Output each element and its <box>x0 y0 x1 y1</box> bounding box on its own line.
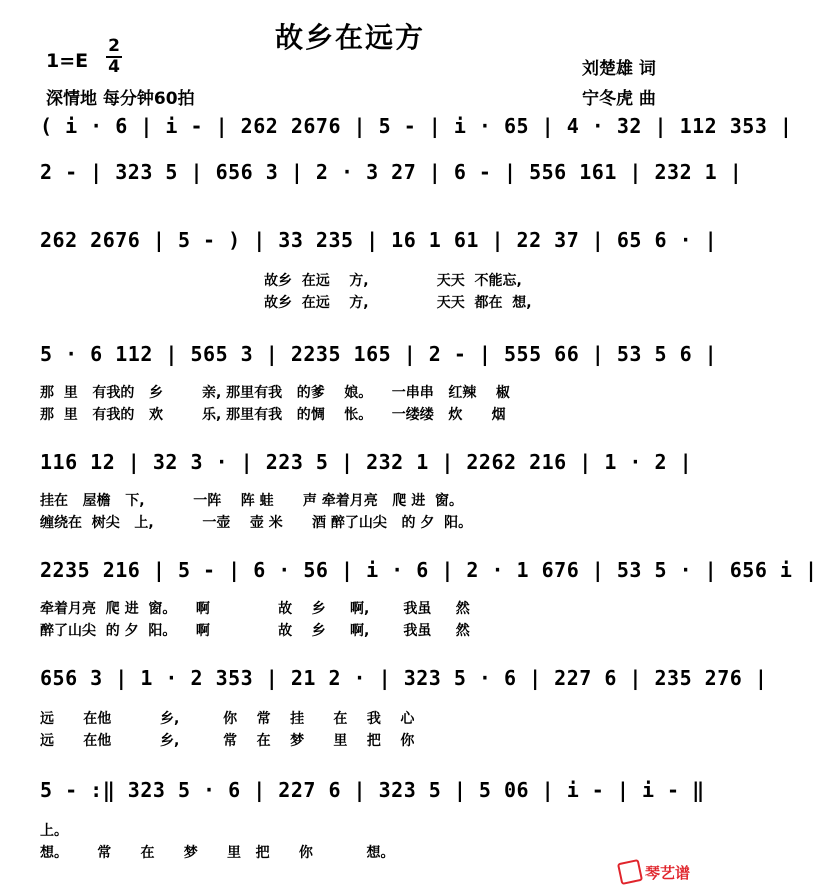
logo-icon <box>617 859 643 885</box>
notation-line-6: 2235 216 | 5 - | 6 · 56 | i · 6 | 2 · 1 676 | 53 5 · | 656 i | <box>40 558 818 582</box>
lyric-line-6b: 醉了山尖 的 夕 阳。 啊 故 乡 啊, 我虽 然 <box>40 623 470 639</box>
song-title: 故乡在远方 <box>274 21 425 54</box>
notation-line-3: 262 2676 | 5 - ) | 33 235 | 16 1 61 | 22 37 | 65 6 · | <box>40 228 718 252</box>
lyric-line-6a: 牵着月亮 爬 进 窗。 啊 故 乡 啊, 我虽 然 <box>40 601 470 617</box>
lyric-line-5a: 挂在 屋檐 下, 一阵 阵 蛙 声 牵着月亮 爬 进 窗。 <box>40 493 464 509</box>
key-signature: 1=E <box>46 50 89 72</box>
notation-line-4: 5 · 6 112 | 565 3 | 2235 165 | 2 - | 555 66 | 53 5 6 | <box>40 342 718 366</box>
tempo-marking: 深情地 每分钟60拍 <box>46 89 195 109</box>
lyric-line-3a: 故乡 在远 方, 天天 不能忘, <box>264 273 522 289</box>
composer-credit: 宁冬虎 曲 <box>582 89 656 109</box>
notation-line-7: 656 3 | 1 · 2 353 | 21 2 · | 323 5 · 6 | 227 6 | 235 276 | <box>40 666 768 690</box>
notation-line-2: 2 - | 323 5 | 656 3 | 2 · 3 27 | 6 - | 556 161 | 232 1 | <box>40 160 743 184</box>
lyric-line-4b: 那 里 有我的 欢 乐, 那里有我 的惆 怅。 一缕缕 炊 烟 <box>40 407 506 423</box>
lyric-line-7a: 远 在他 乡, 你 常 挂 在 我 心 <box>40 711 415 727</box>
lyric-line-4a: 那 里 有我的 乡 亲, 那里有我 的爹 娘。 一串串 红辣 椒 <box>40 385 510 401</box>
notation-line-8: 5 - :‖ 323 5 · 6 | 227 6 | 323 5 | 5 06 | i - | i - ‖ <box>40 778 705 802</box>
logo-text: 琴艺谱 <box>644 863 690 882</box>
time-signature <box>106 38 122 76</box>
lyric-line-7b: 远 在他 乡, 常 在 梦 里 把 你 <box>40 733 415 749</box>
notation-line-1: ( i · 6 | i - | 262 2676 | 5 - | i · 65 | 4 · 32 | 112 353 | <box>40 114 793 138</box>
lyric-line-8b: 想。 常 在 梦 里 把 你 想。 <box>40 845 395 861</box>
site-logo <box>619 861 690 883</box>
meter-bottom: 4 <box>108 57 120 77</box>
lyric-line-3b: 故乡 在远 方, 天天 都在 想, <box>264 295 532 311</box>
notation-line-5: 116 12 | 32 3 · | 223 5 | 232 1 | 2262 216 | 1 · 2 | <box>40 450 693 474</box>
meter-top: 2 <box>108 36 120 56</box>
lyric-line-5b: 缠绕在 树尖 上, 一壶 壶 米 酒 醉了山尖 的 夕 阳。 <box>40 515 473 531</box>
lyricist-credit: 刘楚雄 词 <box>582 59 656 79</box>
lyric-line-8a: 上。 <box>40 823 68 839</box>
